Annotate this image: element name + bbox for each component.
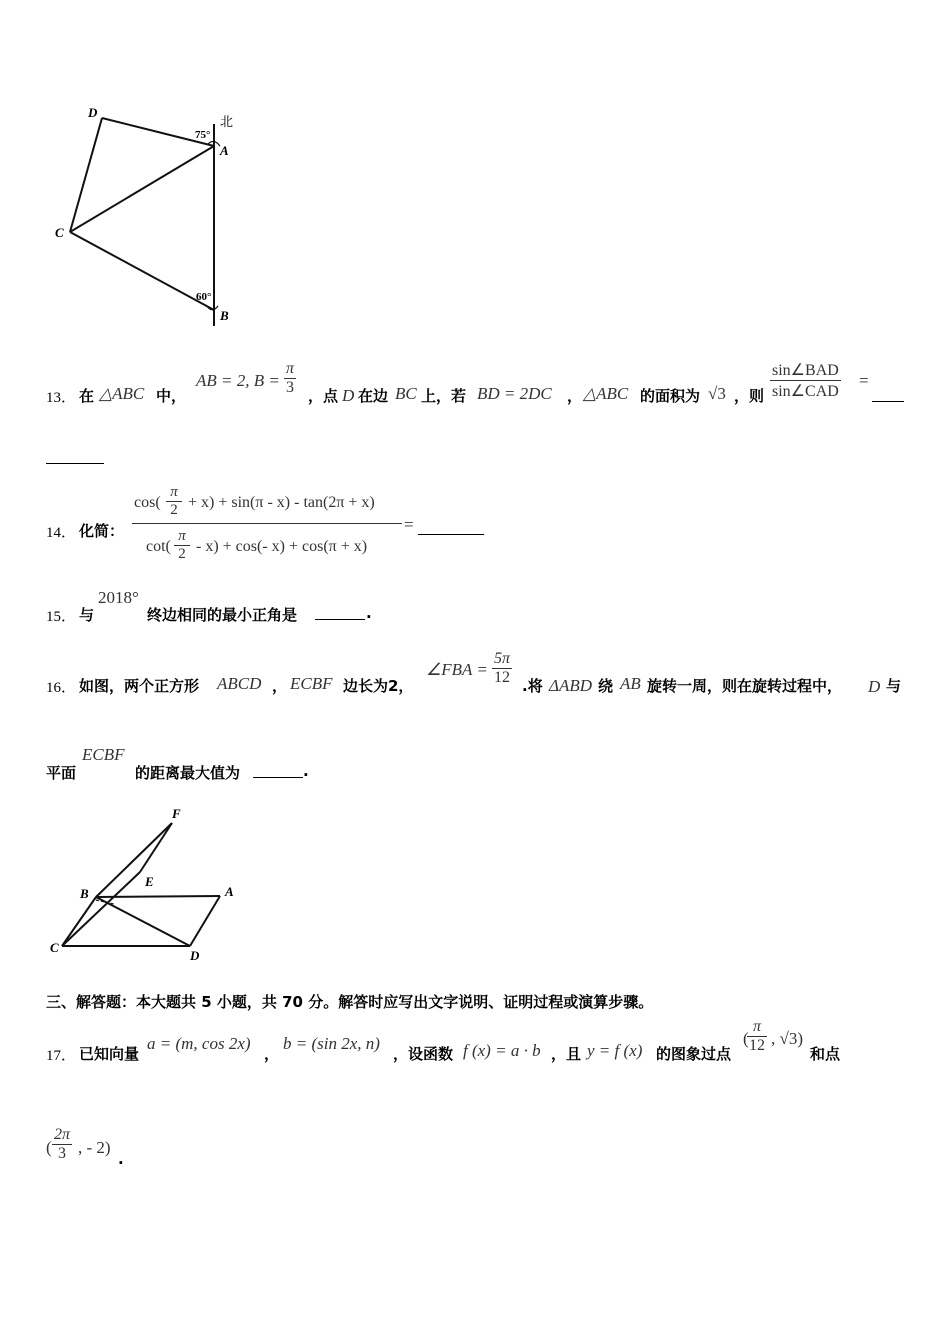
q17-point-2-x xyxy=(52,1126,72,1163)
q16-text: 绕 xyxy=(598,677,614,695)
q16-number: 16． xyxy=(46,680,77,696)
q14-equals: = xyxy=(404,515,414,534)
q16-text: 边长为2， xyxy=(343,677,414,695)
q13-pi-over-3 xyxy=(284,360,296,397)
q17-twelve: 12 xyxy=(749,1037,765,1054)
q14-denominator-rest: - x) + cos(- x) + cos(π + x) xyxy=(196,538,368,555)
q16-angle: ∠FBA = xyxy=(426,660,488,679)
q16-text: 如图，两个正方形 xyxy=(79,677,200,695)
question-17-line-2 xyxy=(46,1124,246,1174)
q14-pi: π xyxy=(170,484,178,500)
q15-answer-blank[interactable] xyxy=(315,605,365,620)
q17-point-1-rest: , √3) xyxy=(771,1029,803,1048)
q16-text: .将 xyxy=(522,677,543,695)
q16-frac-bottom: 12 xyxy=(492,668,512,687)
q15-angle: 2018° xyxy=(98,588,139,607)
label-d: D xyxy=(88,105,98,120)
q17-text: ，且 xyxy=(551,1045,582,1063)
q14-numerator xyxy=(134,494,161,512)
q13-text: 的面积为 xyxy=(640,387,701,405)
q14-cot: cot( xyxy=(146,538,171,555)
question-15 xyxy=(46,588,446,628)
q13-text: 在边 xyxy=(358,387,389,405)
label-a2: A xyxy=(225,884,234,899)
q17-point-2-rest: , - 2) xyxy=(78,1138,111,1157)
label-north: 北 xyxy=(220,115,234,130)
q15-text: 与 xyxy=(79,606,95,624)
question-16 xyxy=(46,650,916,700)
q13-text: ，点 xyxy=(308,387,339,405)
q16-point-d: D xyxy=(868,677,881,696)
q13-answer-blank[interactable] xyxy=(872,387,904,402)
q13-point-d: D xyxy=(342,386,355,405)
label-e: E xyxy=(145,874,154,889)
q13-text: 上，若 xyxy=(421,387,467,405)
q13-pi: π xyxy=(286,360,295,377)
label-b2: B xyxy=(80,886,89,901)
q17-pi: π xyxy=(752,1018,761,1035)
q16-text: 平面 xyxy=(46,764,77,782)
q17-two-pi: 2π xyxy=(54,1126,71,1143)
q15-period: . xyxy=(366,604,372,622)
section-3-heading: 三、解答题：本大题共 5 小题，共 70 分。解答时应写出文字说明、证明过程或演算步骤。 xyxy=(46,993,654,1011)
q14-pi-half-bottom xyxy=(174,528,190,563)
q13-text: 在 xyxy=(79,387,95,405)
q14-cos: cos( xyxy=(134,494,161,511)
q14-numerator-rest: + x) + sin(π - x) - tan(2π + x) xyxy=(188,494,375,511)
q16-answer-blank[interactable] xyxy=(253,763,303,778)
label-c: C xyxy=(55,225,64,240)
q16-text: ， xyxy=(272,677,288,695)
q13-answer-blank-2[interactable] xyxy=(46,449,104,464)
q17-point-2-open: ( xyxy=(46,1138,52,1157)
label-a: A xyxy=(220,143,229,158)
question-16-line-2 xyxy=(46,745,346,785)
q13-ratio-bottom: sin∠CAD xyxy=(770,380,841,401)
q13-condition: AB = 2, B = xyxy=(196,371,280,390)
q13-ratio xyxy=(770,360,841,401)
q16-period: . xyxy=(303,762,309,780)
label-b: B xyxy=(220,308,229,323)
q16-text: 的距离最大值为 xyxy=(135,764,241,782)
q14-number: 14． xyxy=(46,525,77,541)
q17-text: 和点 xyxy=(810,1045,841,1063)
q13-triangle-2: △ABC xyxy=(583,384,629,403)
q16-text: 与 xyxy=(886,677,902,695)
q17-text: 已知向量 xyxy=(79,1045,140,1063)
q17-three: 3 xyxy=(52,1144,72,1163)
q16-frac-top: 5π xyxy=(494,650,511,667)
q17-number: 17． xyxy=(46,1048,77,1064)
label-f: F xyxy=(172,806,181,821)
q17-vector-a: a = (m, cos 2x) xyxy=(147,1034,251,1053)
q17-period: . xyxy=(118,1150,124,1168)
q16-square-ecbf: ECBF xyxy=(290,674,333,693)
q17-text: 的图象过点 xyxy=(656,1045,732,1063)
q14-answer-blank[interactable] xyxy=(418,520,484,535)
q14-two-2: 2 xyxy=(174,545,190,563)
q17-function: f (x) = a · b xyxy=(463,1041,541,1060)
figure-squares xyxy=(40,800,260,970)
q13-text: ， xyxy=(567,387,583,405)
q14-pi-2: π xyxy=(178,528,186,544)
q17-vector-b: b = (sin 2x, n) xyxy=(283,1034,380,1053)
q14-two: 2 xyxy=(166,501,182,519)
angle-75: 75° xyxy=(195,129,211,141)
q13-number: 13． xyxy=(46,390,77,406)
q15-text: 终边相同的最小正角是 xyxy=(147,606,298,624)
q13-text: 中， xyxy=(156,387,187,405)
q17-point-1-x xyxy=(747,1018,767,1055)
q17-text: ， xyxy=(264,1045,280,1063)
q14-bar xyxy=(132,523,402,524)
q17-point-1-open: ( xyxy=(743,1029,749,1048)
angle-60: 60° xyxy=(196,291,212,303)
label-d2: D xyxy=(190,948,200,963)
q13-sqrt3: √3 xyxy=(708,384,726,403)
q13-triangle: △ABC xyxy=(99,384,145,403)
q16-angle-value xyxy=(492,650,512,687)
q16-plane: ECBF xyxy=(82,745,125,764)
q17-graph: y = f (x) xyxy=(587,1041,643,1060)
q14-pi-half-top xyxy=(166,484,182,519)
q14-label: 化简： xyxy=(79,522,125,540)
q14-denominator xyxy=(146,538,171,556)
q16-triangle: ΔABD xyxy=(549,676,593,695)
q15-number: 15． xyxy=(46,609,77,625)
question-14 xyxy=(46,484,506,564)
q13-ratio-top: sin∠BAD xyxy=(772,362,839,379)
q13-text: ，则 xyxy=(734,387,765,405)
q13-side-bc: BC xyxy=(395,384,417,403)
question-17 xyxy=(46,1018,866,1069)
label-c2: C xyxy=(50,940,59,955)
q13-equals: = xyxy=(859,371,869,390)
q16-square-abcd: ABCD xyxy=(217,674,262,693)
q16-text: 旋转一周，则在旋转过程中， xyxy=(647,677,843,695)
q17-text: ，设函数 xyxy=(393,1045,454,1063)
figure-quadrilateral xyxy=(40,100,260,340)
q13-condition-2: BD = 2DC xyxy=(477,384,552,403)
q13-three: 3 xyxy=(284,378,296,397)
q16-axis-ab: AB xyxy=(620,674,641,693)
